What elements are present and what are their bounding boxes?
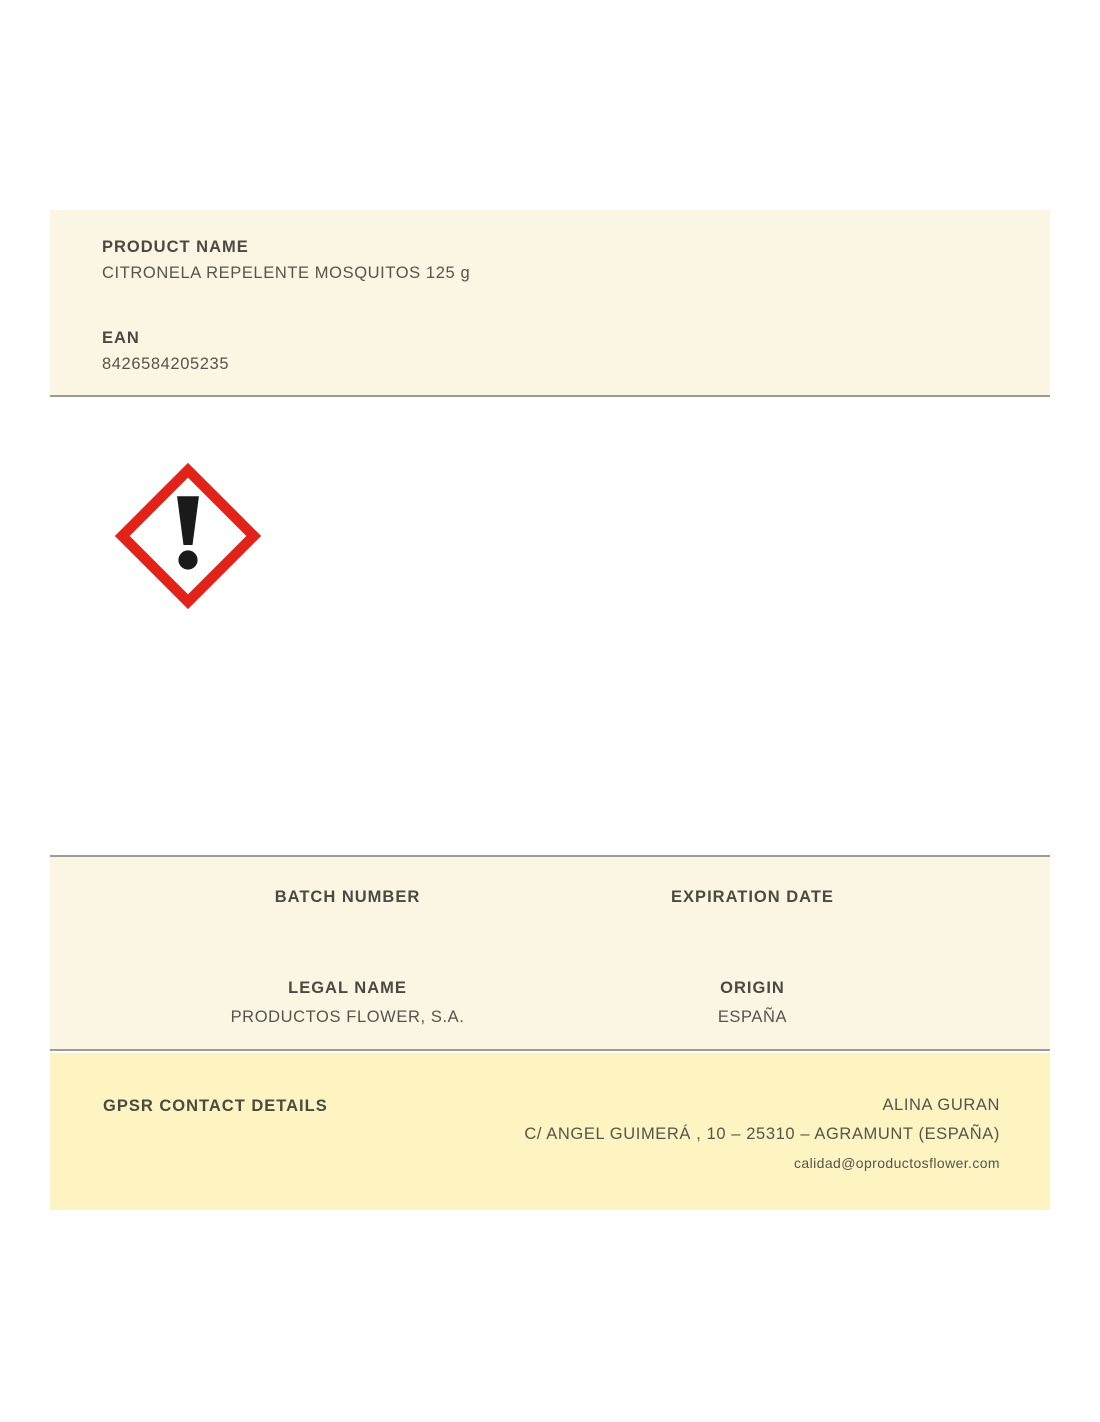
origin-label: ORIGIN bbox=[720, 979, 785, 997]
batch-number-label: BATCH NUMBER bbox=[274, 888, 421, 906]
legal-name-label: LEGAL NAME bbox=[288, 979, 407, 997]
product-card bbox=[50, 210, 1050, 397]
ean-label: EAN bbox=[102, 329, 140, 347]
origin-value: ESPAÑA bbox=[717, 1008, 788, 1026]
contact-name: ALINA GURAN bbox=[882, 1096, 1000, 1114]
contact-email: calidad@oproductosflower.com bbox=[794, 1155, 1000, 1171]
contact-address: C/ ANGEL GUIMERÁ , 10 – 25310 – AGRAMUNT (ESPAÑA) bbox=[524, 1125, 1000, 1143]
ghs07-exclamation-warning-icon bbox=[113, 460, 263, 612]
gpsr-contact-details-label: GPSR CONTACT DETAILS bbox=[103, 1097, 328, 1115]
ean-value: 8426584205235 bbox=[102, 355, 230, 373]
details-card bbox=[50, 855, 1050, 1051]
legal-name-value: PRODUCTOS FLOWER, S.A. bbox=[230, 1008, 465, 1026]
details-row-batch-expiration bbox=[145, 886, 955, 915]
product-name-value: CITRONELA REPELENTE MOSQUITOS 125 g bbox=[102, 264, 471, 282]
gpsr-contact-lines bbox=[524, 1095, 1000, 1210]
gpsr-contact-card bbox=[50, 1053, 1050, 1210]
details-row-legal-origin bbox=[145, 977, 955, 1028]
expiration-date-label: EXPIRATION DATE bbox=[671, 888, 834, 906]
product-name-label: PRODUCT NAME bbox=[102, 238, 249, 256]
